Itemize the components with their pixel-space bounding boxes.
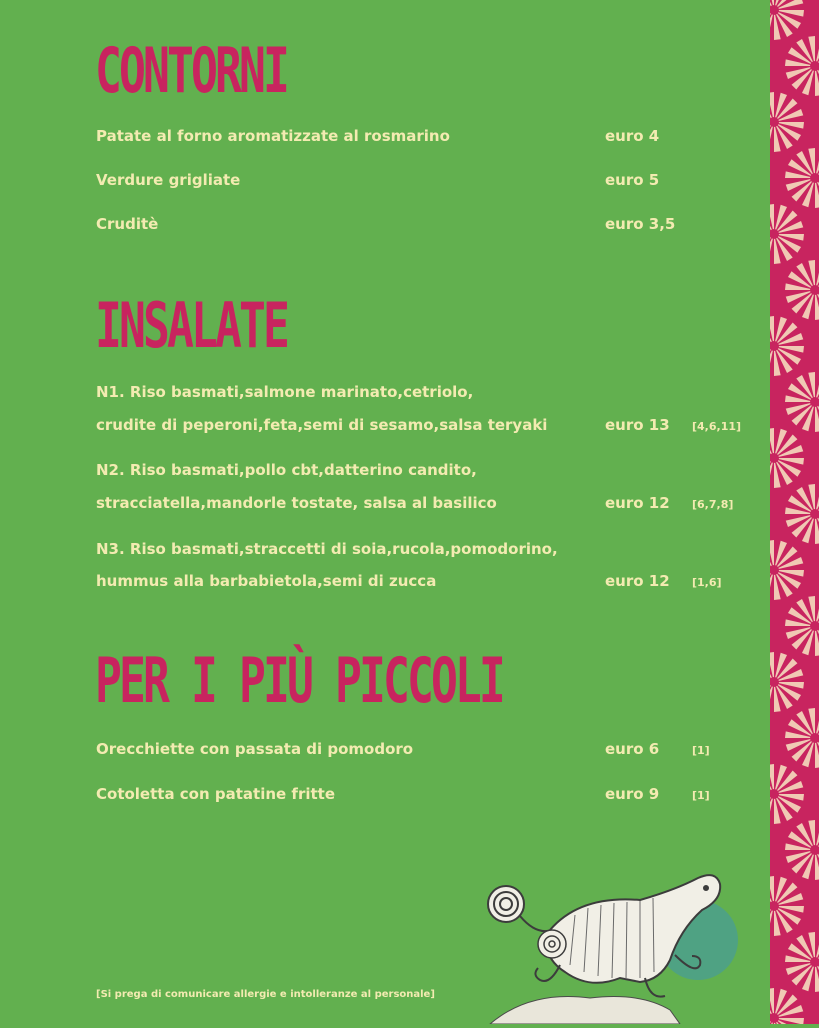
item-name: Patate al forno aromatizzate al rosmarino — [96, 127, 450, 145]
item-allergens: [1,6] — [692, 576, 722, 589]
item-name: Orecchiette con passata di pomodoro — [96, 740, 414, 758]
fan-motif — [770, 204, 804, 264]
fan-motif — [785, 372, 819, 432]
fan-motif — [785, 708, 819, 768]
item-allergens: [1] — [692, 744, 710, 757]
fan-motif — [785, 596, 819, 656]
item-description-line: N1. Riso basmati,salmone marinato,cetriolo, — [96, 383, 474, 401]
item-description-line: crudite di peperoni,feta,semi di sesamo,salsa teryaki — [96, 416, 548, 434]
fan-pattern — [770, 0, 819, 1024]
allergy-note: [Si prega di comunicare allergie e intolleranze al personale] — [96, 989, 435, 1000]
item-allergens: [6,7,8] — [692, 498, 734, 511]
fan-motif — [770, 764, 804, 824]
item-allergens: [4,6,11] — [692, 420, 742, 433]
fan-motif — [770, 988, 804, 1024]
section-title-insalate: INSALATE — [95, 289, 287, 362]
item-price: euro 3,5 — [605, 215, 676, 233]
item-allergens: [1] — [692, 789, 710, 802]
fan-motif — [785, 820, 819, 880]
item-name: Verdure grigliate — [96, 171, 241, 189]
fan-motif — [785, 260, 819, 320]
item-price: euro 13 — [605, 416, 670, 434]
item-price: euro 9 — [605, 785, 660, 803]
chameleon-illustration — [470, 860, 770, 1024]
item-description-line: stracciatella,mandorle tostate, salsa al basilico — [96, 494, 497, 512]
item-price: euro 6 — [605, 740, 660, 758]
fan-motif — [770, 428, 804, 488]
fan-motif — [770, 0, 804, 40]
item-name: Cruditè — [96, 215, 159, 233]
fan-motif — [785, 932, 819, 992]
item-description-line: N3. Riso basmati,straccetti di soia,rucola,pomodorino, — [96, 540, 558, 558]
item-price: euro 12 — [605, 572, 670, 590]
item-description-line: N2. Riso basmati,pollo cbt,datterino candito, — [96, 461, 477, 479]
fan-motif — [770, 316, 804, 376]
item-price: euro 4 — [605, 127, 660, 145]
fan-motif — [785, 484, 819, 544]
item-description-line: hummus alla barbabietola,semi di zucca — [96, 572, 437, 590]
fan-motif — [770, 540, 804, 600]
fan-motif — [785, 148, 819, 208]
fan-motif — [770, 92, 804, 152]
item-price: euro 5 — [605, 171, 660, 189]
section-title-contorni: CONTORNI — [95, 34, 287, 107]
fan-motif — [770, 652, 804, 712]
section-title-per-i-piu-piccoli: PER I PIÙ PICCOLI — [95, 644, 503, 717]
fan-motif — [770, 876, 804, 936]
item-price: euro 12 — [605, 494, 670, 512]
fan-motif — [785, 36, 819, 96]
item-name: Cotoletta con patatine fritte — [96, 785, 336, 803]
